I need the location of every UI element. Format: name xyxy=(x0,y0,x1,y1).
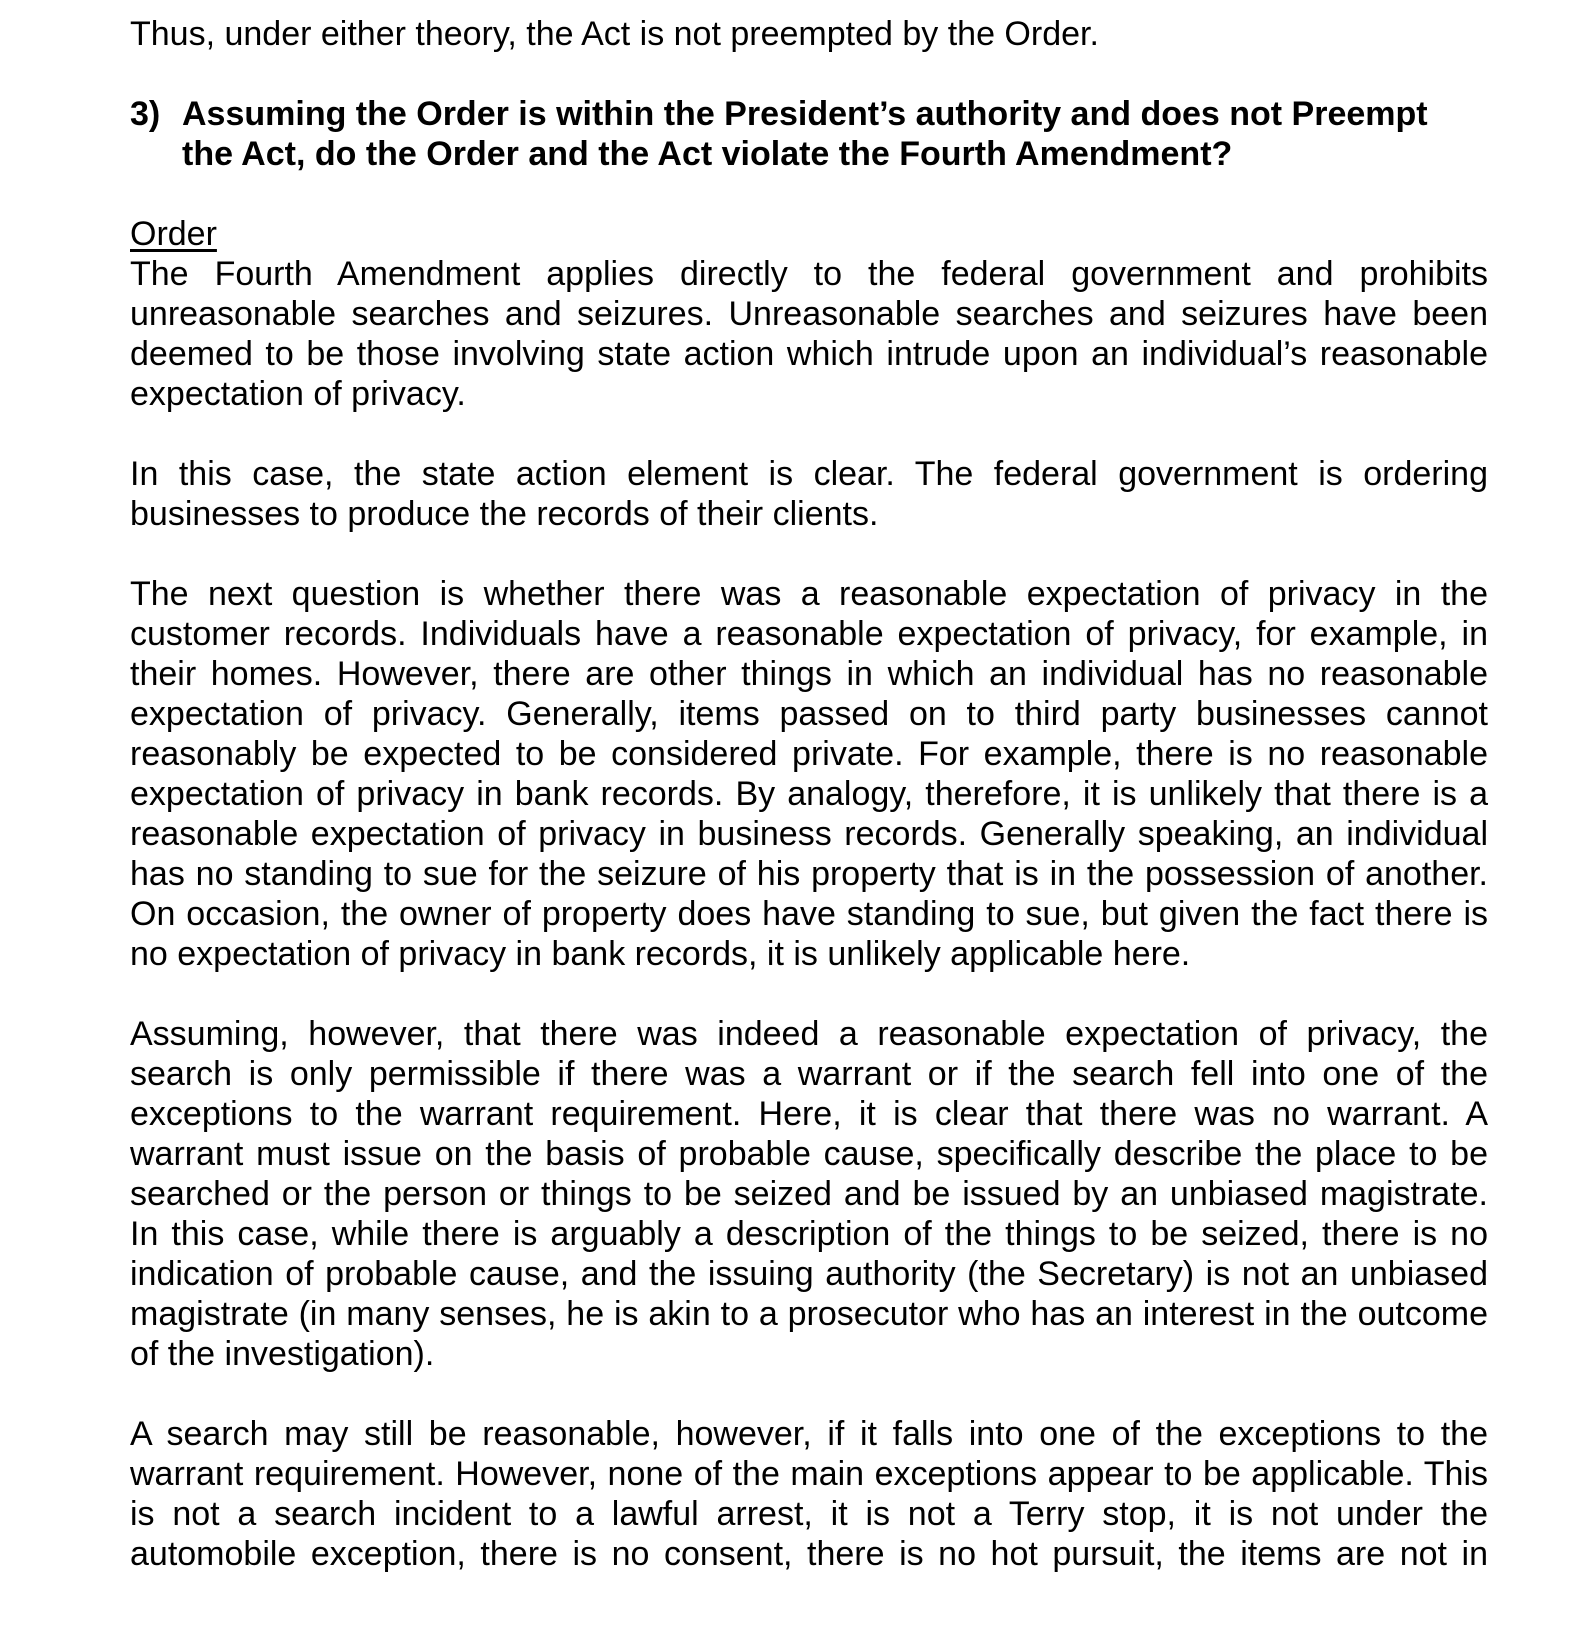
paragraph: The next question is whether there was a reasonable expectation of privacy in the customer records. Individuals have a reasonable expectation of privacy, for example, in their homes. However, there are other things in which an individual has no reasonable expectation of privacy. Generally, items passed on to third party businesses cannot reasonably be expected to be considered private. For example, there is no reasonable expectation of privacy in bank records. By analogy, therefore, it is unlikely that there is a reasonable expectation of privacy in business records. Generally speaking, an individual has no standing to sue for the seizure of his property that is in the possession of another. On occasion, the owner of property does have standing to sue, but given the fact there is no expectation of privacy in bank records, it is unlikely applicable here. xyxy=(130,575,1488,973)
paragraph: In this case, the state action element is clear. The federal government is ordering businesses to produce the records of their clients. xyxy=(130,455,1488,533)
lead-sentence: Thus, under either theory, the Act is not preempted by the Order. xyxy=(130,15,1099,53)
paragraph: Assuming, however, that there was indeed a reasonable expectation of privacy, the search is only permissible if there was a warrant or if the search fell into one of the exceptions to the warrant requirement. Here, it is clear that there was no warrant. A warrant must issue on the basis of probable cause, specifically describe the place to be searched or the person or things to be seized and be issued by an unbiased magistrate. In this case, while there is arguably a description of the things to be seized, there is no indication of probable cause, and the issuing authority (the Secretary) is not an unbiased magistrate (in many senses, he is akin to a prosecutor who has an interest in the outcome of the investigation). xyxy=(130,1015,1488,1373)
question-number: 3) xyxy=(130,95,161,133)
question-heading xyxy=(130,94,1488,174)
paragraph: The Fourth Amendment applies directly to the federal government and prohibits unreasonable searches and seizures. Unreasonable searches and seizures have been deemed to be those involving state action which intrude upon an individual’s reasonable expectation of privacy. xyxy=(130,255,1488,413)
section-subheading: Order xyxy=(130,215,217,253)
question-text: Assuming the Order is within the President’s authority and does not Preempt the Act, do the Order and the Act violate the Fourth Amendment? xyxy=(182,95,1428,173)
paragraph: A search may still be reasonable, however, if it falls into one of the exceptions to the warrant requirement. However, none of the main exceptions appear to be applicable. This is not a search incident to a lawful arrest, it is not a Terry stop, it is not under the automobile exception, there is no consent, there is no hot pursuit, the items are not in xyxy=(130,1415,1488,1573)
document-page xyxy=(130,14,1488,1574)
